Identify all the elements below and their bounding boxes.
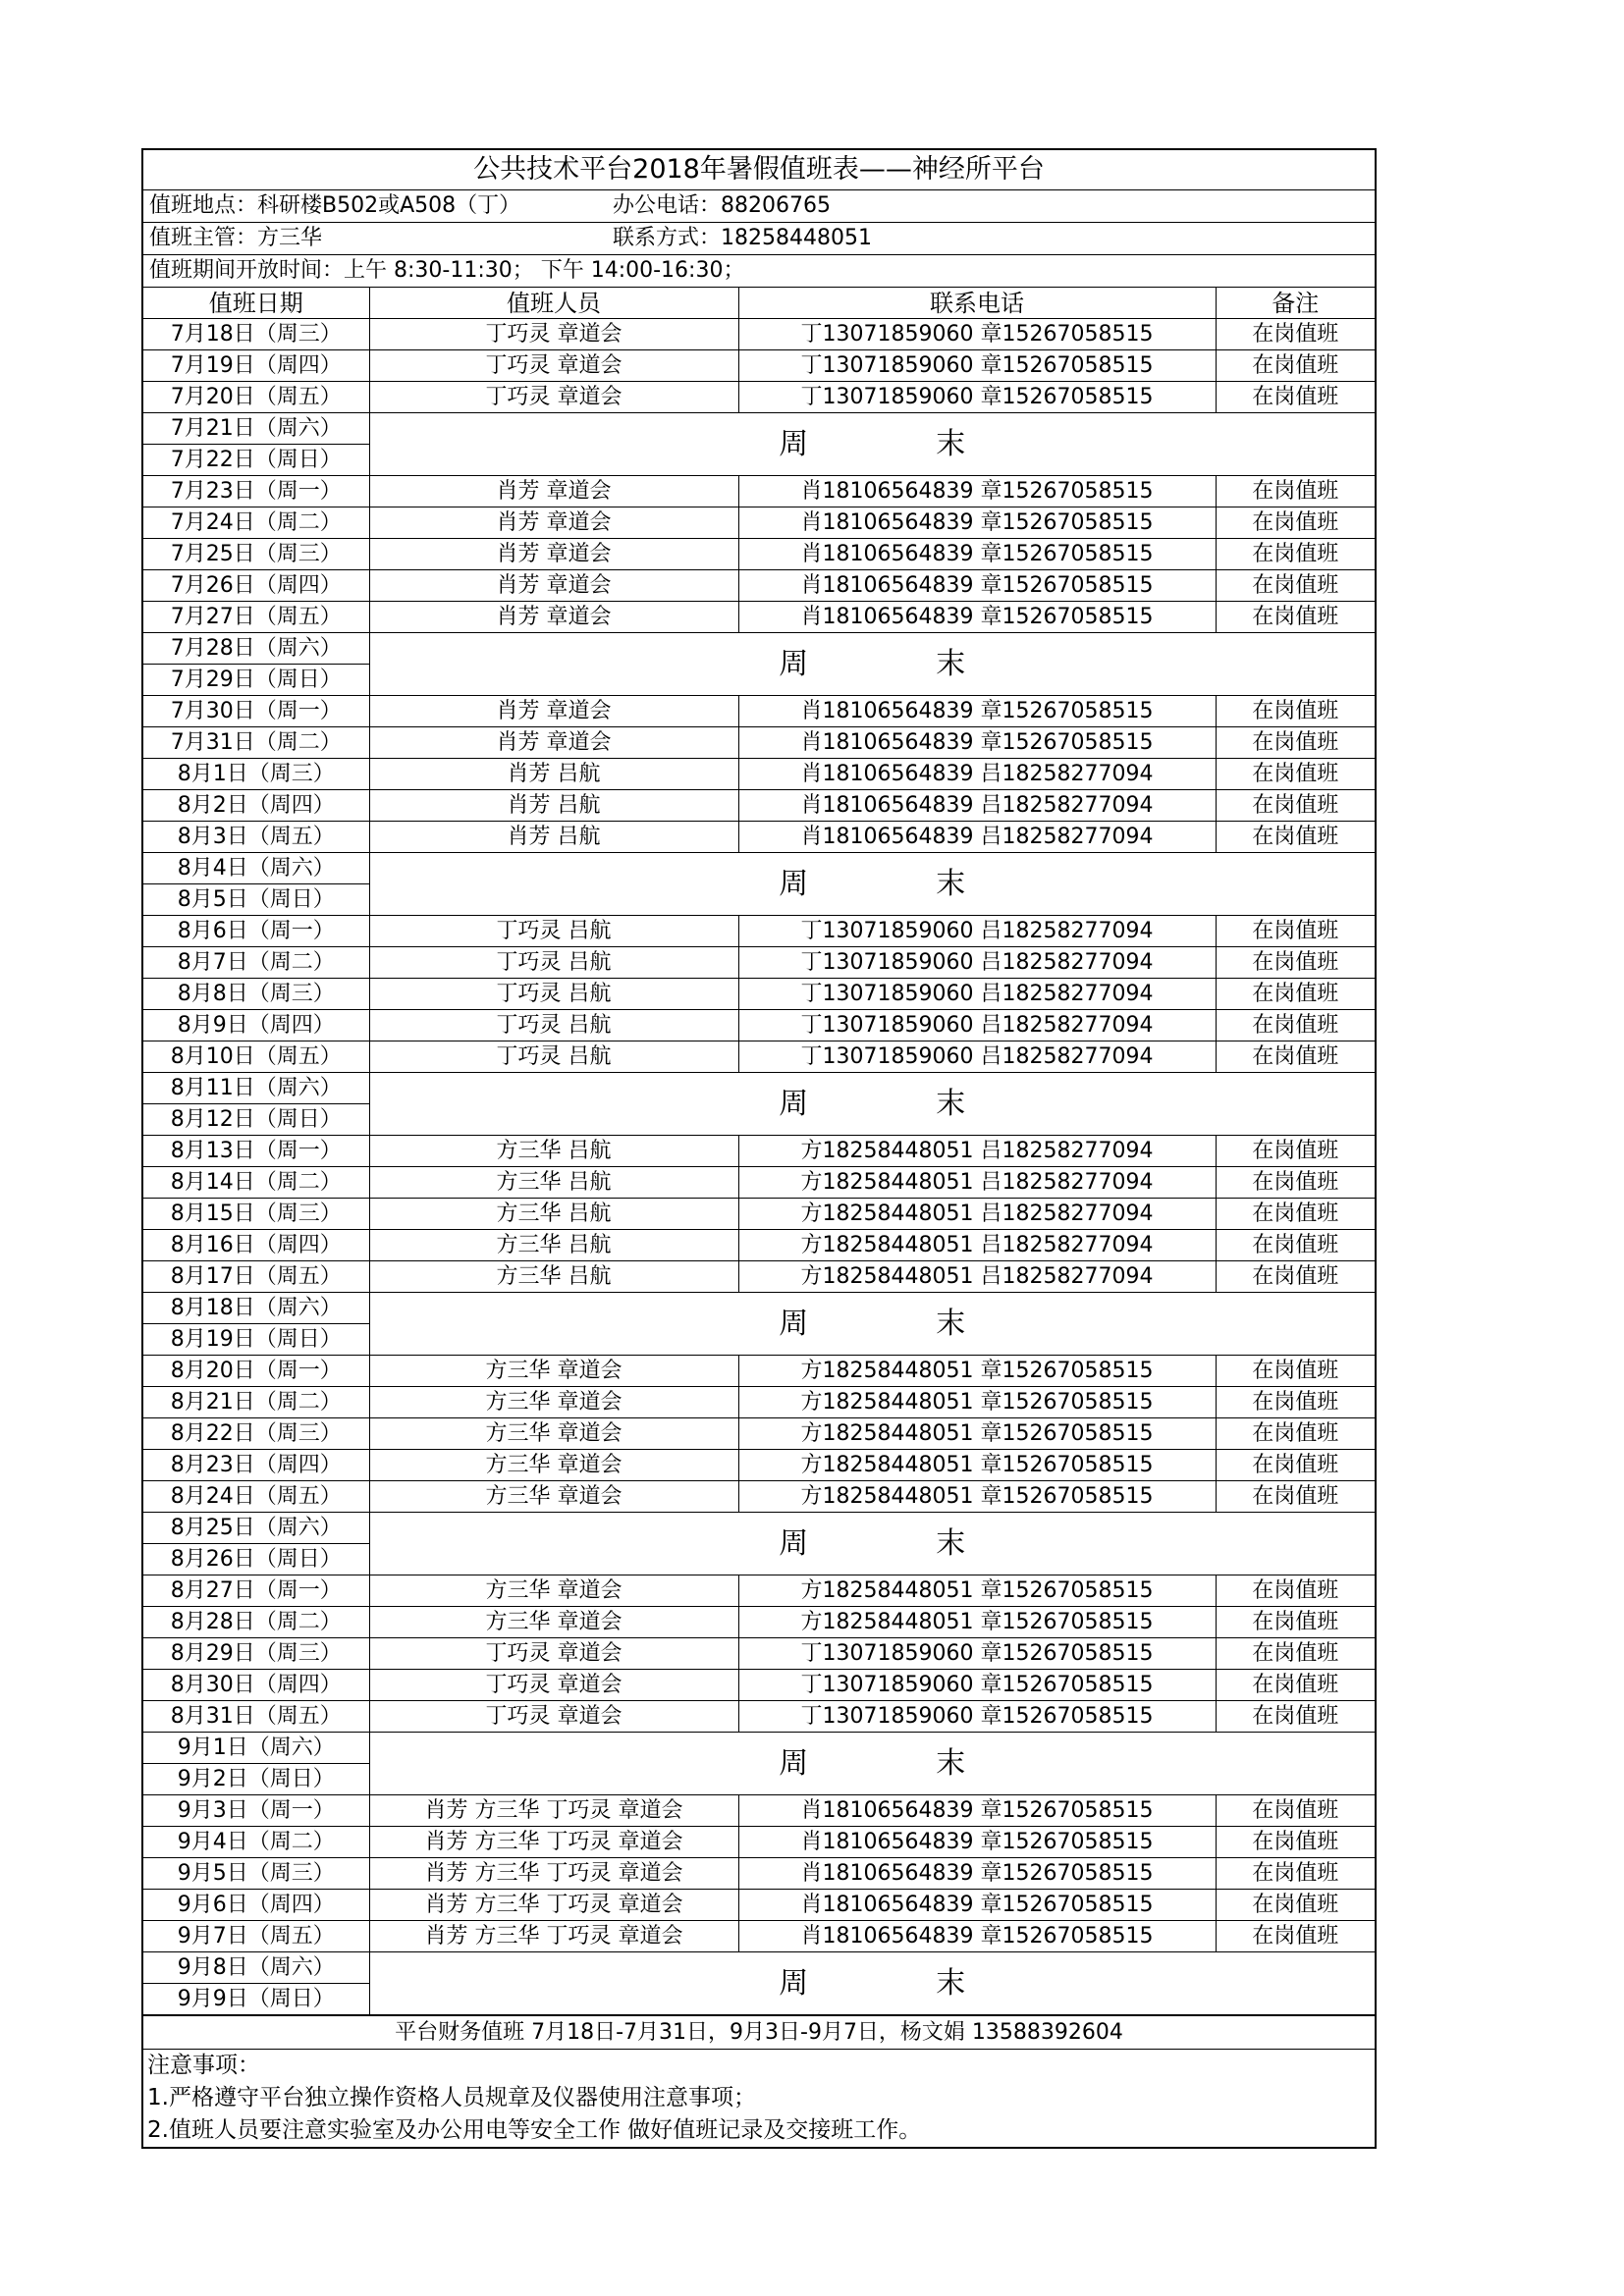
table-row bbox=[143, 790, 1375, 822]
cell-staff: 方三华 吕航 bbox=[369, 1136, 738, 1167]
duty-roster-sheet bbox=[141, 148, 1377, 2149]
cell-staff: 肖芳 章道会 bbox=[369, 570, 738, 602]
cell-note: 在岗值班 bbox=[1216, 1921, 1375, 1952]
weekend-cell bbox=[369, 853, 1375, 916]
cell-date: 8月26日（周日） bbox=[143, 1544, 369, 1575]
cell-phone: 肖18106564839 章15267058515 bbox=[738, 1890, 1216, 1921]
table-row bbox=[143, 1356, 1375, 1387]
cell-date: 7月28日（周六） bbox=[143, 633, 369, 665]
cell-phone: 丁13071859060 章15267058515 bbox=[738, 382, 1216, 413]
cell-phone: 丁13071859060 章15267058515 bbox=[738, 319, 1216, 350]
table-row bbox=[143, 1450, 1375, 1481]
cell-date: 8月25日（周六） bbox=[143, 1513, 369, 1544]
cell-date: 8月28日（周二） bbox=[143, 1607, 369, 1638]
cell-note: 在岗值班 bbox=[1216, 1638, 1375, 1670]
cell-date: 9月5日（周三） bbox=[143, 1858, 369, 1890]
cell-note: 在岗值班 bbox=[1216, 759, 1375, 790]
cell-date: 7月27日（周五） bbox=[143, 602, 369, 633]
cell-date: 8月8日（周三） bbox=[143, 979, 369, 1010]
cell-staff: 丁巧灵 章道会 bbox=[369, 382, 738, 413]
cell-staff: 肖芳 吕航 bbox=[369, 759, 738, 790]
table-row bbox=[143, 539, 1375, 570]
cell-phone: 丁13071859060 吕18258277094 bbox=[738, 1010, 1216, 1041]
cell-phone: 肖18106564839 章15267058515 bbox=[738, 539, 1216, 570]
weekend-label-2: 末 bbox=[936, 1525, 966, 1561]
table-row bbox=[143, 507, 1375, 539]
cell-note: 在岗值班 bbox=[1216, 1575, 1375, 1607]
cell-staff: 方三华 章道会 bbox=[369, 1481, 738, 1513]
cell-note: 在岗值班 bbox=[1216, 916, 1375, 947]
weekend-cell bbox=[369, 413, 1375, 476]
table-row bbox=[143, 1481, 1375, 1513]
table-row bbox=[143, 1733, 1375, 1764]
cell-date: 7月24日（周二） bbox=[143, 507, 369, 539]
cell-date: 9月9日（周日） bbox=[143, 1984, 369, 2015]
cell-phone: 方18258448051 章15267058515 bbox=[738, 1418, 1216, 1450]
finance-duty: 平台财务值班 7月18日-7月31日，9月3日-9月7日，杨文娟 13588392604 bbox=[143, 2015, 1375, 2050]
cell-staff: 肖芳 章道会 bbox=[369, 696, 738, 727]
cell-note: 在岗值班 bbox=[1216, 696, 1375, 727]
table-row bbox=[143, 1607, 1375, 1638]
cell-date: 9月7日（周五） bbox=[143, 1921, 369, 1952]
cell-note: 在岗值班 bbox=[1216, 602, 1375, 633]
cell-date: 8月13日（周一） bbox=[143, 1136, 369, 1167]
cell-phone: 肖18106564839 吕18258277094 bbox=[738, 822, 1216, 853]
cell-date: 9月4日（周二） bbox=[143, 1827, 369, 1858]
supervisor-contact: 联系方式：18258448051 bbox=[613, 226, 872, 250]
cell-date: 8月31日（周五） bbox=[143, 1701, 369, 1733]
cell-staff: 方三华 吕航 bbox=[369, 1230, 738, 1261]
cell-date: 8月19日（周日） bbox=[143, 1324, 369, 1356]
table-row bbox=[143, 1638, 1375, 1670]
cell-note: 在岗值班 bbox=[1216, 822, 1375, 853]
table-row bbox=[143, 1670, 1375, 1701]
table-row bbox=[143, 1041, 1375, 1073]
page-title: 公共技术平台2018年暑假值班表——神经所平台 bbox=[143, 150, 1375, 190]
table-row bbox=[143, 1167, 1375, 1199]
cell-phone: 丁13071859060 章15267058515 bbox=[738, 1701, 1216, 1733]
weekend-cell bbox=[369, 1073, 1375, 1136]
cell-phone: 肖18106564839 章15267058515 bbox=[738, 1921, 1216, 1952]
weekend-label-1: 周 bbox=[779, 1965, 809, 2001]
cell-phone: 肖18106564839 章15267058515 bbox=[738, 1827, 1216, 1858]
cell-staff: 方三华 章道会 bbox=[369, 1607, 738, 1638]
duty-location: 值班地点：科研楼B502或A508（丁） bbox=[149, 193, 521, 218]
cell-note: 在岗值班 bbox=[1216, 947, 1375, 979]
cell-date: 7月25日（周三） bbox=[143, 539, 369, 570]
cell-date: 9月3日（周一） bbox=[143, 1795, 369, 1827]
cell-staff: 丁巧灵 章道会 bbox=[369, 1701, 738, 1733]
weekend-label-2: 末 bbox=[936, 646, 966, 681]
cell-phone: 方18258448051 吕18258277094 bbox=[738, 1136, 1216, 1167]
cell-note: 在岗值班 bbox=[1216, 1041, 1375, 1073]
cell-staff: 丁巧灵 章道会 bbox=[369, 1638, 738, 1670]
cell-date: 8月6日（周一） bbox=[143, 916, 369, 947]
cell-phone: 丁13071859060 吕18258277094 bbox=[738, 916, 1216, 947]
cell-phone: 方18258448051 吕18258277094 bbox=[738, 1199, 1216, 1230]
cell-date: 8月20日（周一） bbox=[143, 1356, 369, 1387]
cell-date: 8月5日（周日） bbox=[143, 884, 369, 916]
cell-note: 在岗值班 bbox=[1216, 1387, 1375, 1418]
column-header-staff: 值班人员 bbox=[369, 288, 738, 319]
cell-date: 7月31日（周二） bbox=[143, 727, 369, 759]
cell-date: 8月10日（周五） bbox=[143, 1041, 369, 1073]
cell-date: 8月27日（周一） bbox=[143, 1575, 369, 1607]
cell-note: 在岗值班 bbox=[1216, 1795, 1375, 1827]
cell-note: 在岗值班 bbox=[1216, 350, 1375, 382]
cell-date: 8月11日（周六） bbox=[143, 1073, 369, 1104]
weekend-label-1: 周 bbox=[779, 426, 809, 461]
cell-phone: 方18258448051 章15267058515 bbox=[738, 1450, 1216, 1481]
table-row bbox=[143, 1073, 1375, 1104]
cell-phone: 方18258448051 吕18258277094 bbox=[738, 1167, 1216, 1199]
cell-staff: 肖芳 方三华 丁巧灵 章道会 bbox=[369, 1795, 738, 1827]
cell-note: 在岗值班 bbox=[1216, 1199, 1375, 1230]
cell-date: 7月29日（周日） bbox=[143, 665, 369, 696]
table-row bbox=[143, 1010, 1375, 1041]
cell-staff: 丁巧灵 章道会 bbox=[369, 350, 738, 382]
info-row-supervisor bbox=[143, 223, 1375, 255]
cell-date: 7月22日（周日） bbox=[143, 445, 369, 476]
note-item: 1.严格遵守平台独立操作资格人员规章及仪器使用注意事项； bbox=[147, 2085, 756, 2110]
cell-date: 8月7日（周二） bbox=[143, 947, 369, 979]
table-row bbox=[143, 1858, 1375, 1890]
cell-note: 在岗值班 bbox=[1216, 476, 1375, 507]
weekend-label-2: 末 bbox=[936, 1086, 966, 1121]
table-row bbox=[143, 1827, 1375, 1858]
open-hours: 值班期间开放时间：上午 8:30-11:30； 下午 14:00-16:30； bbox=[149, 258, 745, 283]
cell-note: 在岗值班 bbox=[1216, 1418, 1375, 1450]
cell-phone: 丁13071859060 吕18258277094 bbox=[738, 947, 1216, 979]
table-row bbox=[143, 1199, 1375, 1230]
cell-phone: 肖18106564839 章15267058515 bbox=[738, 507, 1216, 539]
cell-phone: 方18258448051 吕18258277094 bbox=[738, 1230, 1216, 1261]
weekend-label-2: 末 bbox=[936, 426, 966, 461]
cell-phone: 肖18106564839 章15267058515 bbox=[738, 570, 1216, 602]
weekend-label-1: 周 bbox=[779, 1745, 809, 1781]
cell-phone: 丁13071859060 章15267058515 bbox=[738, 350, 1216, 382]
cell-date: 7月23日（周一） bbox=[143, 476, 369, 507]
cell-note: 在岗值班 bbox=[1216, 1010, 1375, 1041]
table-header-row bbox=[143, 288, 1375, 319]
cell-date: 8月24日（周五） bbox=[143, 1481, 369, 1513]
table-row bbox=[143, 382, 1375, 413]
weekend-cell bbox=[369, 1733, 1375, 1795]
cell-phone: 肖18106564839 章15267058515 bbox=[738, 476, 1216, 507]
cell-staff: 丁巧灵 章道会 bbox=[369, 1670, 738, 1701]
cell-staff: 丁巧灵 吕航 bbox=[369, 947, 738, 979]
table-row bbox=[143, 979, 1375, 1010]
cell-date: 8月15日（周三） bbox=[143, 1199, 369, 1230]
cell-staff: 方三华 吕航 bbox=[369, 1261, 738, 1293]
cell-staff: 肖芳 吕航 bbox=[369, 790, 738, 822]
cell-date: 8月18日（周六） bbox=[143, 1293, 369, 1324]
cell-staff: 方三华 吕航 bbox=[369, 1167, 738, 1199]
cell-phone: 方18258448051 章15267058515 bbox=[738, 1387, 1216, 1418]
cell-phone: 方18258448051 章15267058515 bbox=[738, 1575, 1216, 1607]
table-row bbox=[143, 1261, 1375, 1293]
cell-date: 8月1日（周三） bbox=[143, 759, 369, 790]
cell-staff: 肖芳 方三华 丁巧灵 章道会 bbox=[369, 1827, 738, 1858]
cell-phone: 丁13071859060 吕18258277094 bbox=[738, 1041, 1216, 1073]
weekend-cell bbox=[369, 1952, 1375, 2015]
cell-date: 8月14日（周二） bbox=[143, 1167, 369, 1199]
cell-date: 8月30日（周四） bbox=[143, 1670, 369, 1701]
cell-staff: 丁巧灵 吕航 bbox=[369, 979, 738, 1010]
column-header-phone: 联系电话 bbox=[738, 288, 1216, 319]
weekend-label-1: 周 bbox=[779, 646, 809, 681]
table-row bbox=[143, 1293, 1375, 1324]
duty-supervisor: 值班主管：方三华 bbox=[149, 226, 323, 250]
table-row bbox=[143, 1575, 1375, 1607]
cell-date: 8月17日（周五） bbox=[143, 1261, 369, 1293]
cell-note: 在岗值班 bbox=[1216, 1450, 1375, 1481]
cell-date: 8月29日（周三） bbox=[143, 1638, 369, 1670]
table-row bbox=[143, 1701, 1375, 1733]
cell-phone: 方18258448051 章15267058515 bbox=[738, 1481, 1216, 1513]
cell-staff: 方三华 章道会 bbox=[369, 1387, 738, 1418]
table-row bbox=[143, 602, 1375, 633]
cell-date: 7月21日（周六） bbox=[143, 413, 369, 445]
info-row-location bbox=[143, 190, 1375, 223]
cell-date: 8月3日（周五） bbox=[143, 822, 369, 853]
cell-note: 在岗值班 bbox=[1216, 1230, 1375, 1261]
cell-staff: 丁巧灵 吕航 bbox=[369, 916, 738, 947]
cell-note: 在岗值班 bbox=[1216, 790, 1375, 822]
cell-note: 在岗值班 bbox=[1216, 1356, 1375, 1387]
cell-date: 8月9日（周四） bbox=[143, 1010, 369, 1041]
weekend-label-2: 末 bbox=[936, 1745, 966, 1781]
table-row bbox=[143, 916, 1375, 947]
cell-date: 8月12日（周日） bbox=[143, 1104, 369, 1136]
cell-phone: 肖18106564839 章15267058515 bbox=[738, 1795, 1216, 1827]
table-row bbox=[143, 633, 1375, 665]
cell-date: 9月6日（周四） bbox=[143, 1890, 369, 1921]
weekend-label-2: 末 bbox=[936, 1965, 966, 2001]
weekend-cell bbox=[369, 633, 1375, 696]
weekend-label-1: 周 bbox=[779, 1525, 809, 1561]
cell-phone: 方18258448051 章15267058515 bbox=[738, 1356, 1216, 1387]
table-row bbox=[143, 1795, 1375, 1827]
table-row bbox=[143, 1890, 1375, 1921]
cell-staff: 丁巧灵 吕航 bbox=[369, 1010, 738, 1041]
cell-staff: 肖芳 章道会 bbox=[369, 727, 738, 759]
cell-phone: 丁13071859060 章15267058515 bbox=[738, 1670, 1216, 1701]
cell-date: 9月8日（周六） bbox=[143, 1952, 369, 1984]
cell-staff: 方三华 章道会 bbox=[369, 1450, 738, 1481]
weekend-label-1: 周 bbox=[779, 1306, 809, 1341]
cell-note: 在岗值班 bbox=[1216, 1607, 1375, 1638]
cell-phone: 丁13071859060 章15267058515 bbox=[738, 1638, 1216, 1670]
cell-staff: 丁巧灵 章道会 bbox=[369, 319, 738, 350]
office-phone: 办公电话：88206765 bbox=[613, 193, 831, 218]
cell-staff: 方三华 章道会 bbox=[369, 1575, 738, 1607]
cell-note: 在岗值班 bbox=[1216, 539, 1375, 570]
cell-note: 在岗值班 bbox=[1216, 319, 1375, 350]
cell-note: 在岗值班 bbox=[1216, 727, 1375, 759]
table-row bbox=[143, 1513, 1375, 1544]
cell-date: 7月30日（周一） bbox=[143, 696, 369, 727]
cell-note: 在岗值班 bbox=[1216, 1167, 1375, 1199]
cell-note: 在岗值班 bbox=[1216, 1890, 1375, 1921]
cell-staff: 肖芳 方三华 丁巧灵 章道会 bbox=[369, 1921, 738, 1952]
notes-title: 注意事项： bbox=[147, 2053, 260, 2078]
roster-table bbox=[143, 288, 1375, 2015]
cell-note: 在岗值班 bbox=[1216, 1827, 1375, 1858]
cell-staff: 丁巧灵 吕航 bbox=[369, 1041, 738, 1073]
cell-staff: 方三华 章道会 bbox=[369, 1418, 738, 1450]
cell-note: 在岗值班 bbox=[1216, 1858, 1375, 1890]
table-row bbox=[143, 853, 1375, 884]
weekend-label-2: 末 bbox=[936, 1306, 966, 1341]
cell-phone: 肖18106564839 吕18258277094 bbox=[738, 759, 1216, 790]
cell-date: 7月19日（周四） bbox=[143, 350, 369, 382]
cell-phone: 肖18106564839 章15267058515 bbox=[738, 727, 1216, 759]
cell-date: 8月16日（周四） bbox=[143, 1230, 369, 1261]
cell-note: 在岗值班 bbox=[1216, 1261, 1375, 1293]
cell-note: 在岗值班 bbox=[1216, 1670, 1375, 1701]
table-row bbox=[143, 1136, 1375, 1167]
table-row bbox=[143, 570, 1375, 602]
cell-date: 7月18日（周三） bbox=[143, 319, 369, 350]
cell-note: 在岗值班 bbox=[1216, 1481, 1375, 1513]
cell-date: 8月23日（周四） bbox=[143, 1450, 369, 1481]
table-row bbox=[143, 1387, 1375, 1418]
cell-phone: 肖18106564839 章15267058515 bbox=[738, 696, 1216, 727]
cell-note: 在岗值班 bbox=[1216, 382, 1375, 413]
table-row bbox=[143, 1230, 1375, 1261]
table-row bbox=[143, 822, 1375, 853]
cell-date: 8月2日（周四） bbox=[143, 790, 369, 822]
cell-phone: 肖18106564839 章15267058515 bbox=[738, 602, 1216, 633]
cell-date: 8月4日（周六） bbox=[143, 853, 369, 884]
cell-staff: 肖芳 章道会 bbox=[369, 539, 738, 570]
table-row bbox=[143, 1418, 1375, 1450]
table-row bbox=[143, 727, 1375, 759]
cell-phone: 肖18106564839 吕18258277094 bbox=[738, 790, 1216, 822]
table-row bbox=[143, 759, 1375, 790]
weekend-cell bbox=[369, 1513, 1375, 1575]
cell-phone: 丁13071859060 吕18258277094 bbox=[738, 979, 1216, 1010]
cell-staff: 肖芳 章道会 bbox=[369, 476, 738, 507]
weekend-label-1: 周 bbox=[779, 1086, 809, 1121]
table-row bbox=[143, 1921, 1375, 1952]
cell-staff: 肖芳 章道会 bbox=[369, 602, 738, 633]
weekend-label-1: 周 bbox=[779, 866, 809, 901]
cell-staff: 肖芳 吕航 bbox=[369, 822, 738, 853]
cell-staff: 方三华 吕航 bbox=[369, 1199, 738, 1230]
cell-date: 7月20日（周五） bbox=[143, 382, 369, 413]
table-row bbox=[143, 476, 1375, 507]
cell-note: 在岗值班 bbox=[1216, 507, 1375, 539]
cell-staff: 方三华 章道会 bbox=[369, 1356, 738, 1387]
table-row bbox=[143, 696, 1375, 727]
table-row bbox=[143, 350, 1375, 382]
cell-staff: 肖芳 方三华 丁巧灵 章道会 bbox=[369, 1890, 738, 1921]
cell-date: 9月1日（周六） bbox=[143, 1733, 369, 1764]
weekend-label-2: 末 bbox=[936, 866, 966, 901]
column-header-date: 值班日期 bbox=[143, 288, 369, 319]
cell-note: 在岗值班 bbox=[1216, 979, 1375, 1010]
weekend-cell bbox=[369, 1293, 1375, 1356]
cell-phone: 肖18106564839 章15267058515 bbox=[738, 1858, 1216, 1890]
cell-note: 在岗值班 bbox=[1216, 1701, 1375, 1733]
info-row-hours bbox=[143, 255, 1375, 288]
cell-date: 7月26日（周四） bbox=[143, 570, 369, 602]
cell-date: 8月21日（周二） bbox=[143, 1387, 369, 1418]
table-row bbox=[143, 947, 1375, 979]
note-item: 2.值班人员要注意实验室及办公用电等安全工作 做好值班记录及交接班工作。 bbox=[147, 2117, 922, 2143]
table-row bbox=[143, 319, 1375, 350]
cell-phone: 方18258448051 吕18258277094 bbox=[738, 1261, 1216, 1293]
cell-date: 9月2日（周日） bbox=[143, 1764, 369, 1795]
cell-staff: 肖芳 章道会 bbox=[369, 507, 738, 539]
table-row bbox=[143, 413, 1375, 445]
column-header-note: 备注 bbox=[1216, 288, 1375, 319]
cell-date: 8月22日（周三） bbox=[143, 1418, 369, 1450]
cell-staff: 肖芳 方三华 丁巧灵 章道会 bbox=[369, 1858, 738, 1890]
cell-note: 在岗值班 bbox=[1216, 570, 1375, 602]
cell-phone: 方18258448051 章15267058515 bbox=[738, 1607, 1216, 1638]
cell-note: 在岗值班 bbox=[1216, 1136, 1375, 1167]
table-row bbox=[143, 1952, 1375, 1984]
